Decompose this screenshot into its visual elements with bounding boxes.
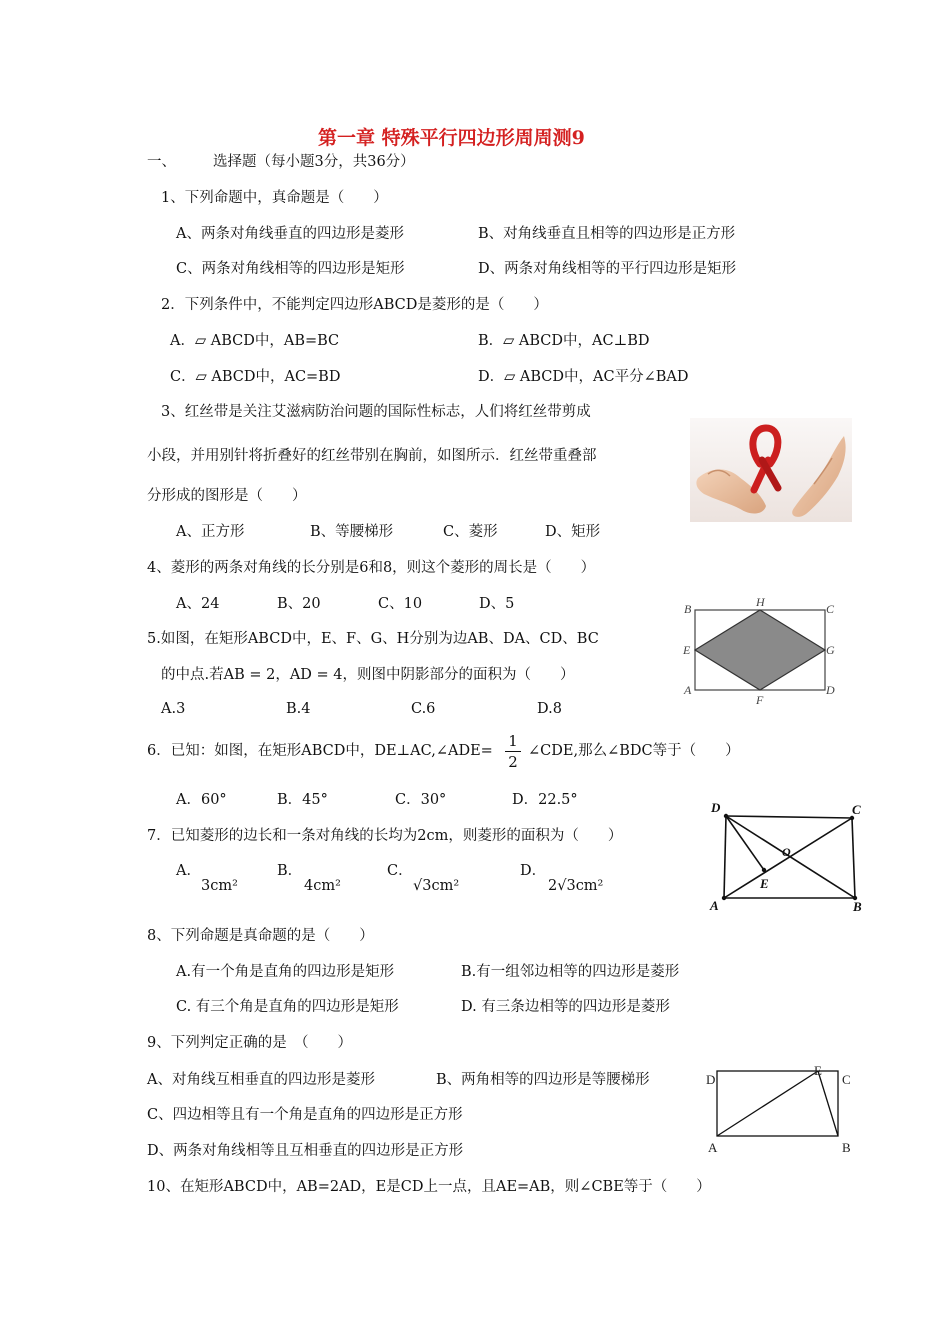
q5-line2: 的中点.若AB = 2，AD = 4，则图中阴影部分的面积为（ ） — [161, 667, 575, 683]
q9-stem: 9、下列判定正确的是 （ ） — [147, 1035, 352, 1051]
q5-label-e: E — [683, 643, 691, 657]
q6-fraction-denominator: 2 — [508, 753, 518, 771]
q8-option-b: B.有一组邻边相等的四边形是菱形 — [461, 964, 680, 980]
q9-option-a: A、对角线互相垂直的四边形是菱形 — [147, 1072, 375, 1088]
q9-option-b: B、两角相等的四边形是等腰梯形 — [436, 1072, 650, 1088]
q3-option-b: B、等腰梯形 — [310, 524, 394, 540]
q6-fraction-bar — [505, 751, 521, 752]
q5-option-a: A.3 — [161, 701, 186, 717]
q9-option-d: D、两条对角线相等且互相垂直的四边形是正方形 — [147, 1143, 464, 1159]
q6-option-d: D．22.5° — [512, 792, 578, 808]
q10-rectangle-figure — [700, 1060, 860, 1160]
q7-option-d-value: 2√3cm² — [548, 878, 604, 894]
q6-option-b: B．45° — [277, 792, 328, 808]
q4-option-c: C、10 — [378, 596, 423, 612]
page-title: 第一章 特殊平行四边形周周测9 — [318, 127, 585, 149]
q3-line1: 3、红丝带是关注艾滋病防治问题的国际性标志，人们将红丝带剪成 — [161, 404, 591, 420]
q7-option-d-label: D． — [520, 863, 547, 879]
q5-label-c: C — [826, 602, 835, 616]
q10-label-d: D — [706, 1072, 716, 1087]
q6-label-b: B — [853, 899, 862, 914]
q6-label-a: A — [710, 898, 719, 913]
q2-option-c: C．▱ ABCD中，AC=BD — [170, 369, 341, 385]
q6-stem-post: ∠CDE,那么∠BDC等于（ ） — [528, 743, 740, 759]
q5-label-f: F — [756, 693, 764, 707]
q5-option-d: D.8 — [537, 701, 562, 717]
q2-option-d: D．▱ ABCD中，AC平分∠BAD — [478, 369, 689, 385]
q8-option-c: C. 有三个角是直角的四边形是矩形 — [176, 999, 399, 1015]
q7-option-b-label: B． — [277, 863, 303, 879]
q3-option-d: D、矩形 — [545, 524, 601, 540]
q10-label-a: A — [708, 1140, 718, 1155]
q7-option-a-label: A． — [176, 863, 201, 879]
q1-option-a: A、两条对角线垂直的四边形是菱形 — [176, 226, 404, 242]
q7-option-c-value: √3cm² — [413, 878, 460, 894]
q6-rectangle-diagonals-figure — [706, 798, 866, 916]
q6-option-a: A．60° — [176, 792, 227, 808]
q7-stem: 7．已知菱形的边长和一条对角线的长均为2cm，则菱形的面积为（ ） — [147, 828, 623, 844]
q3-line2: 小段，并用别针将折叠好的红丝带别在胸前，如图所示．红丝带重叠部 — [147, 448, 597, 464]
q1-stem: 1、下列命题中，真命题是（ ） — [161, 190, 388, 206]
q7-option-b-value: 4cm² — [304, 878, 341, 894]
q10-stem: 10、在矩形ABCD中，AB=2AD，E是CD上一点，且AE=AB，则∠CBE等于（ ） — [147, 1179, 711, 1195]
q1-option-d: D、两条对角线相等的平行四边形是矩形 — [478, 261, 737, 277]
q2-stem: 2．下列条件中，不能判定四边形ABCD是菱形的是（ ） — [161, 297, 548, 313]
q4-option-b: B、20 — [277, 596, 321, 612]
q10-label-b: B — [842, 1140, 851, 1155]
q6-label-e: E — [760, 876, 769, 891]
q5-label-g: G — [826, 643, 835, 657]
q6-fraction-numerator: 1 — [508, 732, 518, 750]
q5-label-h: H — [756, 596, 765, 609]
q8-option-d: D. 有三条边相等的四边形是菱形 — [461, 999, 670, 1015]
red-ribbon-hands-figure — [690, 418, 852, 522]
q3-line3: 分形成的图形是（ ） — [147, 488, 307, 504]
section-label: 选择题（每小题3分，共36分） — [213, 154, 415, 170]
section-number: 一、 — [147, 154, 176, 170]
q6-label-d: D — [711, 800, 721, 815]
q4-option-d: D、5 — [479, 596, 515, 612]
q3-option-a: A、正方形 — [176, 524, 245, 540]
q3-option-c: C、菱形 — [443, 524, 498, 540]
q5-label-d: D — [826, 683, 835, 697]
q5-option-b: B.4 — [286, 701, 311, 717]
q5-rectangle-rhombus-figure — [680, 596, 840, 712]
q8-option-a: A.有一个角是直角的四边形是矩形 — [176, 964, 395, 980]
q5-label-b: B — [684, 602, 692, 616]
q2-option-a: A．▱ ABCD中，AB=BC — [170, 333, 340, 349]
q7-option-a-value: 3cm² — [201, 878, 238, 894]
q5-line1: 5.如图，在矩形ABCD中，E、F、G、H分别为边AB、DA、CD、BC — [147, 631, 599, 647]
q8-stem: 8、下列命题是真命题的是（ ） — [147, 928, 374, 944]
q5-option-c: C.6 — [411, 701, 436, 717]
q10-label-c: C — [842, 1072, 851, 1087]
q9-option-c: C、四边相等且有一个角是直角的四边形是正方形 — [147, 1107, 463, 1123]
q7-option-c-label: C． — [387, 863, 413, 879]
q10-label-e: E — [814, 1063, 822, 1078]
q6-label-c: C — [852, 802, 861, 817]
q6-stem-pre: 6．已知：如图，在矩形ABCD中，DE⊥AC,∠ADE= — [147, 743, 493, 759]
q6-label-o: O — [782, 845, 791, 859]
q1-option-c: C、两条对角线相等的四边形是矩形 — [176, 261, 405, 277]
q4-option-a: A、24 — [176, 596, 220, 612]
q1-option-b: B、对角线垂直且相等的四边形是正方形 — [478, 226, 736, 242]
q6-option-c: C．30° — [395, 792, 447, 808]
q2-option-b: B．▱ ABCD中，AC⊥BD — [478, 333, 650, 349]
q4-stem: 4、菱形的两条对角线的长分别是6和8，则这个菱形的周长是（ ） — [147, 560, 596, 576]
q5-label-a: A — [684, 683, 692, 697]
